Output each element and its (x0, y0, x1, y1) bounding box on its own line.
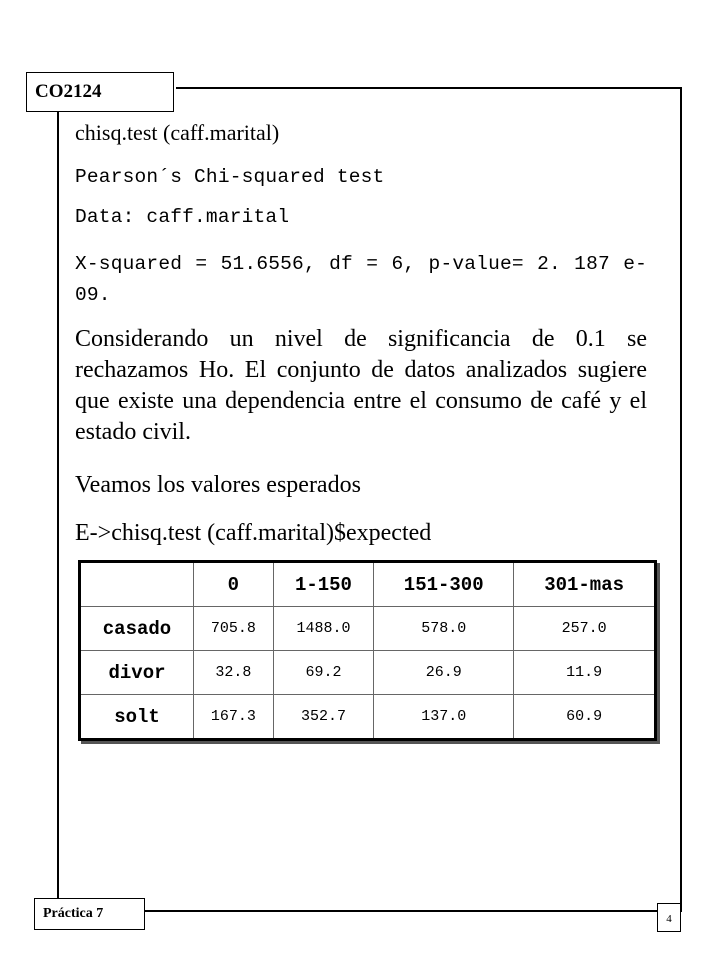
frame-left-border (57, 112, 59, 898)
row-header: casado (80, 607, 194, 651)
stats-line: X-squared = 51.6556, df = 6, p-value= 2. 187 e-09. (75, 253, 647, 306)
course-code-label: CO2124 (26, 72, 174, 112)
row-header: solt (80, 695, 194, 740)
data-line: Data: caff.marital (75, 206, 290, 228)
table-header-row (80, 562, 656, 607)
frame-right-border (680, 87, 682, 912)
table-cell: 578.0 (374, 607, 514, 651)
table-row (80, 607, 656, 651)
frame-top-border (176, 87, 682, 89)
expected-values-table (78, 560, 657, 741)
table-cell: 60.9 (514, 695, 656, 740)
table-cell: 257.0 (514, 607, 656, 651)
column-header: 0 (194, 562, 274, 607)
table-corner-cell (80, 562, 194, 607)
table-cell: 167.3 (194, 695, 274, 740)
row-header: divor (80, 651, 194, 695)
table-row (80, 695, 656, 740)
expected-intro: Veamos los valores esperados (75, 472, 361, 498)
expected-command: E->chisq.test (caff.marital)$expected (75, 520, 432, 546)
table-cell: 1488.0 (273, 607, 374, 651)
test-name: Pearson´s Chi-squared test (75, 166, 385, 188)
table-cell: 705.8 (194, 607, 274, 651)
practice-label: Práctica 7 (34, 898, 145, 930)
column-header: 151-300 (374, 562, 514, 607)
table-cell: 11.9 (514, 651, 656, 695)
table-cell: 26.9 (374, 651, 514, 695)
frame-bottom-border (145, 910, 682, 912)
conclusion-paragraph: Considerando un nivel de significancia de 0.1 se rechazamos Ho. El conjunto de datos analizados sugiere que existe una dependencia entre el consumo de café y el estado civil. (75, 326, 647, 445)
column-header: 1-150 (273, 562, 374, 607)
column-header: 301-mas (514, 562, 656, 607)
table-cell: 69.2 (273, 651, 374, 695)
page-number: 4 (657, 903, 681, 932)
table-row (80, 651, 656, 695)
table-cell: 137.0 (374, 695, 514, 740)
table-cell: 352.7 (273, 695, 374, 740)
chisq-command: chisq.test (caff.marital) (75, 120, 280, 145)
table-cell: 32.8 (194, 651, 274, 695)
